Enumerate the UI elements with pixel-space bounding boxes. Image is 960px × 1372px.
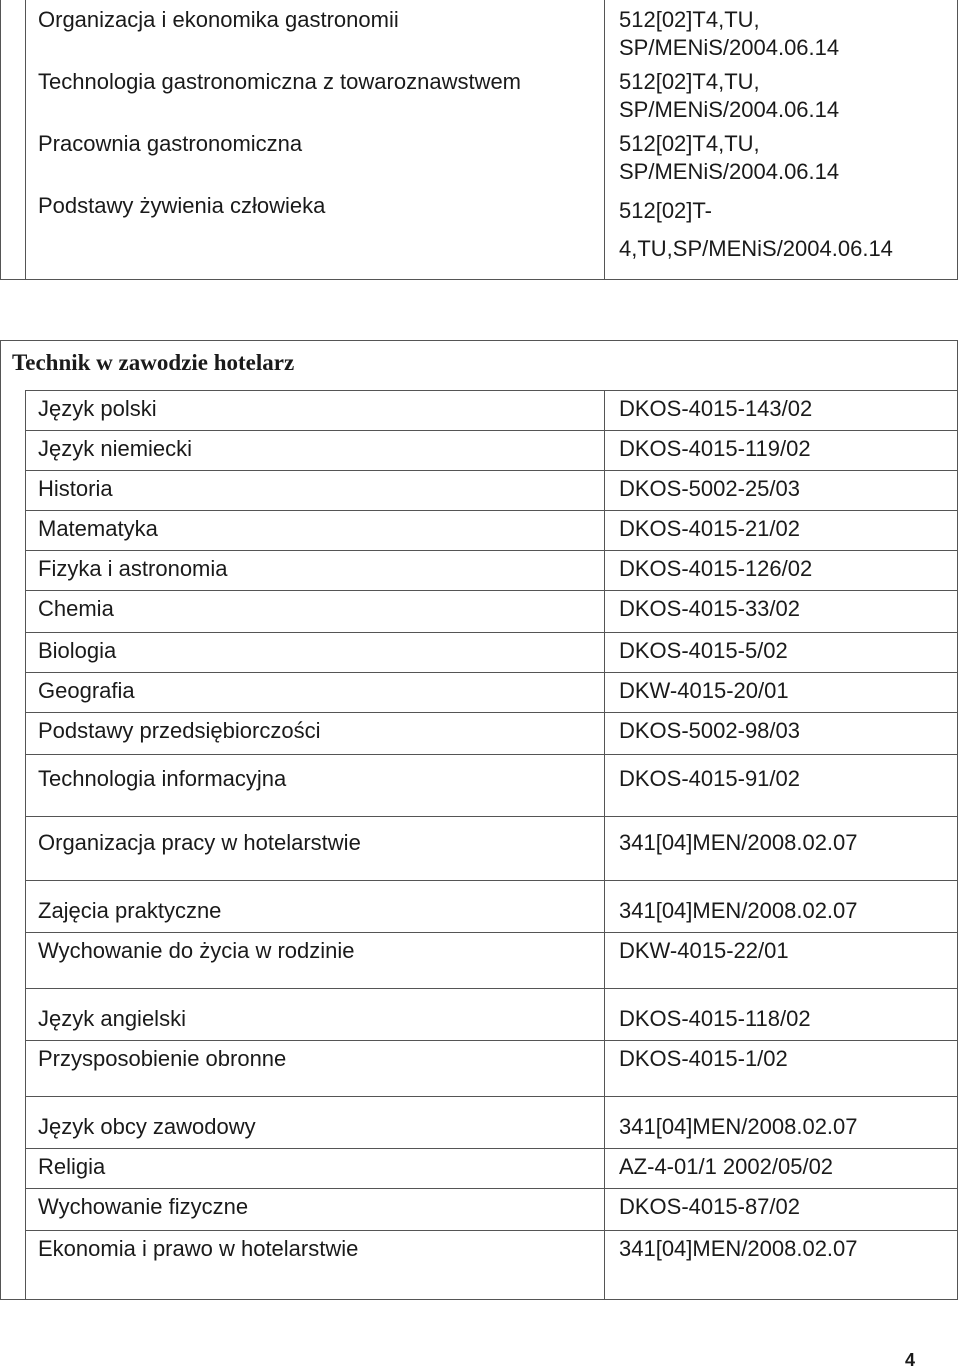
- row-divider: [25, 1230, 958, 1231]
- subject-name: Chemia: [38, 596, 114, 621]
- page-number: 4: [905, 1350, 916, 1370]
- row-divider: [25, 510, 958, 511]
- program-code-line: 4,TU,SP/MENiS/2004.06.14: [619, 236, 893, 261]
- subject-name: Wychowanie do życia w rodzinie: [38, 938, 355, 963]
- table-row: [0, 0, 958, 62]
- subject-name: Fizyka i astronomia: [38, 556, 228, 581]
- table-row: [0, 1230, 958, 1270]
- row-divider: [25, 932, 958, 933]
- subject-name: Podstawy przedsiębiorczości: [38, 718, 321, 743]
- table-row: [0, 760, 958, 800]
- program-code: DKOS-4015-87/02: [619, 1194, 800, 1219]
- section-title: Technik w zawodzie hotelarz: [12, 350, 295, 375]
- program-code: 341[04]MEN/2008.02.07: [619, 1114, 858, 1139]
- program-code: [619, 68, 839, 124]
- row-divider: [25, 632, 958, 633]
- program-code: DKOS-4015-5/02: [619, 638, 788, 663]
- table-row: [0, 932, 958, 972]
- row-divider: [25, 590, 958, 591]
- table-row: [0, 1040, 958, 1080]
- subject-name: Język obcy zawodowy: [38, 1114, 256, 1139]
- table-row: [0, 892, 958, 932]
- program-code-line: SP/MENiS/2004.06.14: [619, 159, 840, 184]
- subject-name: Język polski: [38, 396, 157, 421]
- program-code: DKOS-4015-126/02: [619, 556, 813, 581]
- program-code: DKOS-4015-33/02: [619, 596, 800, 621]
- program-code: 341[04]MEN/2008.02.07: [619, 898, 858, 923]
- row-divider: [25, 470, 958, 471]
- program-code: [619, 130, 839, 186]
- table-row: [0, 1188, 958, 1228]
- table-row: [0, 510, 958, 550]
- subject-name: Przysposobienie obronne: [38, 1046, 287, 1071]
- gastronomy-subjects-table: [0, 0, 958, 280]
- table-row: [0, 1108, 958, 1148]
- program-code: DKOS-5002-98/03: [619, 718, 800, 743]
- program-code-line: 512[02]T4,TU,: [619, 131, 760, 156]
- subject-name: Organizacja i ekonomika gastronomii: [38, 7, 399, 32]
- row-divider: [25, 754, 958, 755]
- program-code: DKOS-5002-25/03: [619, 476, 800, 501]
- program-code: DKOS-4015-118/02: [619, 1006, 811, 1031]
- program-code: DKOS-4015-1/02: [619, 1046, 788, 1071]
- program-code-line: SP/MENiS/2004.06.14: [619, 97, 840, 122]
- program-code: DKOS-4015-91/02: [619, 766, 800, 791]
- table-row: [0, 590, 958, 630]
- subject-name: Organizacja pracy w hotelarstwie: [38, 830, 361, 855]
- row-divider: [25, 988, 958, 989]
- table-row: [0, 1148, 958, 1188]
- row-divider: [25, 816, 958, 817]
- subject-name: Biologia: [38, 638, 117, 663]
- table-row: [0, 712, 958, 752]
- program-code: DKOS-4015-143/02: [619, 396, 813, 421]
- subject-name: Technologia gastronomiczna z towaroznawstwem: [38, 69, 522, 94]
- row-divider: [25, 1188, 958, 1189]
- subject-name: Język angielski: [38, 1006, 186, 1031]
- subject-name: Religia: [38, 1154, 106, 1179]
- row-divider: [25, 430, 958, 431]
- program-code: DKW-4015-20/01: [619, 678, 789, 703]
- subject-name: Podstawy żywienia człowieka: [38, 193, 326, 218]
- table-row: [0, 470, 958, 510]
- program-code-line: 512[02]T-: [619, 198, 712, 223]
- row-divider: [25, 1096, 958, 1097]
- program-code: [619, 6, 839, 62]
- program-code-line: 512[02]T4,TU,: [619, 69, 760, 94]
- program-code: [619, 192, 893, 268]
- subject-name: Geografia: [38, 678, 135, 703]
- row-divider: [25, 880, 958, 881]
- row-divider: [25, 672, 958, 673]
- table-row: [0, 550, 958, 590]
- program-code: AZ-4-01/1 2002/05/02: [619, 1154, 834, 1179]
- row-divider: [25, 1040, 958, 1041]
- program-code: DKOS-4015-119/02: [619, 436, 811, 461]
- subject-name: Wychowanie fizyczne: [38, 1194, 249, 1219]
- subject-name: Historia: [38, 476, 113, 501]
- program-code-line: 512[02]T4,TU,: [619, 7, 760, 32]
- table-row: [0, 632, 958, 672]
- table-row: [0, 186, 958, 280]
- program-code: 341[04]MEN/2008.02.07: [619, 830, 858, 855]
- table-row: [0, 824, 958, 864]
- program-code: 341[04]MEN/2008.02.07: [619, 1236, 858, 1261]
- program-code-line: SP/MENiS/2004.06.14: [619, 35, 840, 60]
- subject-name: Technologia informacyjna: [38, 766, 287, 791]
- hotelarz-subjects-table: [0, 340, 958, 1300]
- subject-name: Matematyka: [38, 516, 158, 541]
- table-row: [0, 1000, 958, 1040]
- table-row: [0, 124, 958, 186]
- table-row: [0, 62, 958, 124]
- subject-name: Ekonomia i prawo w hotelarstwie: [38, 1236, 359, 1261]
- table-row: [0, 430, 958, 470]
- table-row: [0, 672, 958, 712]
- row-divider: [25, 550, 958, 551]
- program-code: DKW-4015-22/01: [619, 938, 789, 963]
- row-divider: [25, 712, 958, 713]
- row-divider: [25, 1148, 958, 1149]
- subject-name: Pracownia gastronomiczna: [38, 131, 303, 156]
- subject-name: Język niemiecki: [38, 436, 193, 461]
- subject-name: Zajęcia praktyczne: [38, 898, 222, 923]
- table-row: [0, 390, 958, 430]
- program-code: DKOS-4015-21/02: [619, 516, 800, 541]
